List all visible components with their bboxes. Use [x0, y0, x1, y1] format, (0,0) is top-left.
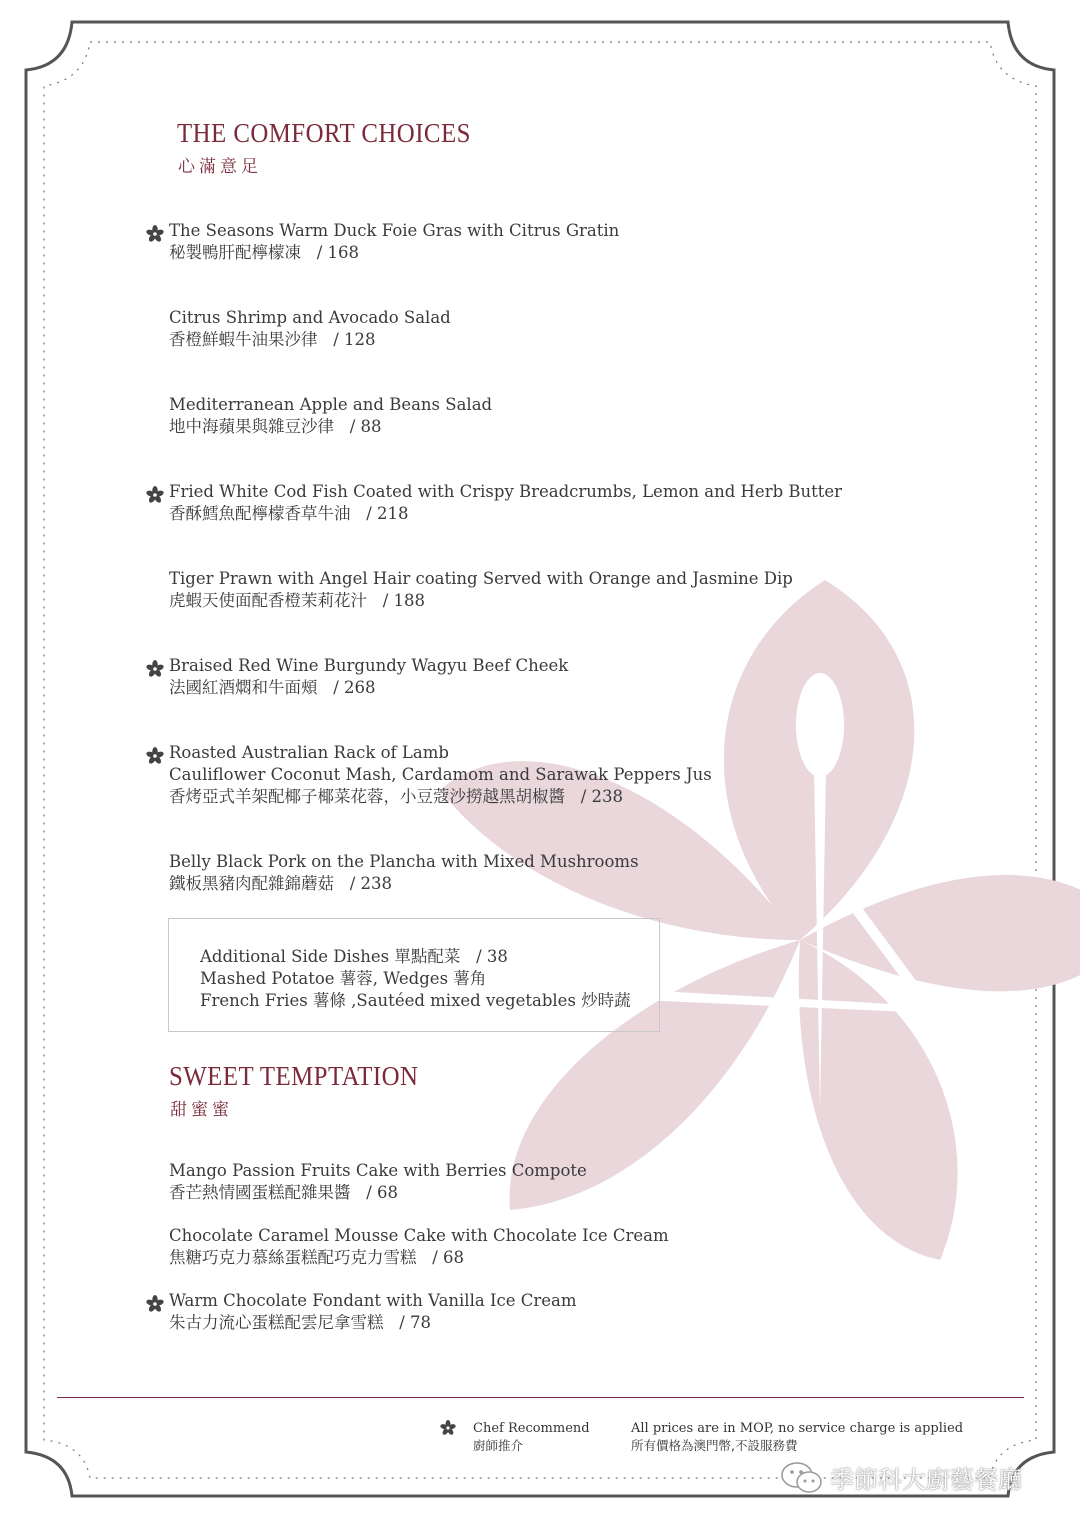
item-zh-text: 香烤亞式羊架配椰子椰菜花蓉，小豆蔻沙撈越黑胡椒醬 [169, 787, 565, 806]
item-name-zh [169, 873, 639, 895]
price-note-zh: 所有價格為澳門幣,不設服務費 [631, 1438, 798, 1453]
item-price: / 238 [580, 787, 624, 806]
chef-recommend-icon [146, 747, 164, 765]
item-zh-text: 鐵板黑豬肉配雜錦蘑菇 [169, 874, 334, 893]
item-price: / 88 [349, 417, 382, 436]
item-zh-text: 香芒熱情國蛋糕配雜果醬 [169, 1183, 351, 1202]
item-price: / 128 [333, 330, 376, 349]
item-price: / 238 [349, 874, 393, 893]
item-price: / 268 [333, 678, 376, 697]
item-zh-text: 香酥鱈魚配檸檬香草牛油 [169, 504, 351, 523]
item-name-en: Roasted Australian Rack of Lamb [169, 743, 449, 762]
menu-item [169, 394, 492, 438]
chef-recommend-legend [473, 1420, 590, 1454]
menu-item [169, 220, 619, 264]
chef-recommend-zh: 廚師推介 [473, 1438, 524, 1453]
item-name-en: Fried White Cod Fish Coated with Crispy Breadcrumbs, Lemon and Herb Butter [169, 482, 843, 501]
side-dishes-line: French Fries 薯條 ,Sautéed mixed vegetables 炒時蔬 [200, 991, 631, 1010]
item-price: / 68 [366, 1183, 399, 1202]
chef-recommend-icon [146, 486, 164, 504]
item-name-en: Warm Chocolate Fondant with Vanilla Ice Cream [169, 1291, 577, 1310]
side-dishes-price: / 38 [476, 947, 508, 966]
item-name-en: Tiger Prawn with Angel Hair coating Served with Orange and Jasmine Dip [169, 569, 793, 588]
item-name-zh [169, 1182, 587, 1204]
side-dishes-title: Additional Side Dishes 單點配菜 [200, 947, 461, 966]
item-name-en: Mediterranean Apple and Beans Salad [169, 395, 493, 414]
side-dishes-line: Mashed Potatoe 薯蓉, Wedges 薯角 [200, 969, 487, 988]
menu-item [169, 1160, 587, 1204]
chef-recommend-icon [146, 1295, 164, 1313]
menu-item [169, 1225, 669, 1269]
chef-recommend-legend-icon [440, 1420, 456, 1436]
wechat-icon [780, 1461, 824, 1495]
section-title-sweet: SWEET TEMPTATION [169, 1061, 419, 1091]
menu-item [169, 851, 639, 895]
menu-item [169, 742, 712, 808]
item-zh-text: 焦糖巧克力慕絲蛋糕配巧克力雪糕 [169, 1248, 417, 1267]
item-price: / 168 [316, 243, 360, 262]
chef-recommend-en: Chef Recommend [473, 1421, 590, 1436]
item-name-en: Citrus Shrimp and Avocado Salad [169, 308, 451, 327]
item-name-zh [169, 590, 793, 612]
item-name-zh [169, 786, 712, 808]
menu-item [169, 568, 793, 612]
item-zh-text: 地中海蘋果與雜豆沙律 [169, 417, 334, 436]
item-description-en: Cauliflower Coconut Mash, Cardamom and Sarawak Peppers Jus [169, 765, 712, 784]
menu-item [169, 655, 568, 699]
item-name-en: Chocolate Caramel Mousse Cake with Chocolate Ice Cream [169, 1226, 669, 1245]
chef-recommend-icon [146, 660, 164, 678]
item-name-zh [169, 242, 619, 264]
item-name-zh [169, 503, 842, 525]
item-name-en: Braised Red Wine Burgundy Wagyu Beef Cheek [169, 656, 569, 675]
item-price: / 218 [366, 504, 409, 523]
side-dishes-box [168, 918, 660, 1032]
item-zh-text: 虎蝦天使面配香橙茉莉花汁 [169, 591, 367, 610]
watermark-text: 季節科大廚藝餐廳 [830, 1466, 1022, 1494]
item-zh-text: 秘製鴨肝配檸檬凍 [169, 243, 301, 262]
item-name-en: The Seasons Warm Duck Foie Gras with Citrus Gratin [169, 221, 620, 240]
menu-item [169, 1290, 576, 1334]
item-name-zh [169, 1312, 576, 1334]
menu-item [169, 307, 451, 351]
footer-divider [57, 1397, 1024, 1398]
account-watermark [780, 1460, 1022, 1495]
section-title-comfort: THE COMFORT CHOICES [177, 118, 471, 148]
chef-recommend-icon [146, 225, 164, 243]
item-name-en: Belly Black Pork on the Plancha with Mixed Mushrooms [169, 852, 639, 871]
section-subtitle-comfort: 心滿意足 [178, 157, 262, 177]
item-price: / 188 [382, 591, 426, 610]
side-dishes-heading [200, 943, 508, 967]
item-name-zh [169, 677, 568, 699]
item-name-zh [169, 416, 492, 438]
item-name-zh [169, 1247, 669, 1269]
item-price: / 68 [432, 1248, 465, 1267]
item-name-zh [169, 329, 451, 351]
item-zh-text: 朱古力流心蛋糕配雲尼拿雪糕 [169, 1313, 384, 1332]
item-price: / 78 [399, 1313, 432, 1332]
item-name-en: Mango Passion Fruits Cake with Berries Compote [169, 1161, 587, 1180]
menu-item [169, 481, 842, 525]
item-zh-text: 法國紅酒燜和牛面頰 [169, 678, 318, 697]
section-subtitle-sweet: 甜蜜蜜 [170, 1100, 233, 1120]
item-zh-text: 香橙鮮蝦牛油果沙律 [169, 330, 318, 349]
price-note-en: All prices are in MOP, no service charge is applied [631, 1421, 964, 1436]
price-note [631, 1420, 963, 1454]
